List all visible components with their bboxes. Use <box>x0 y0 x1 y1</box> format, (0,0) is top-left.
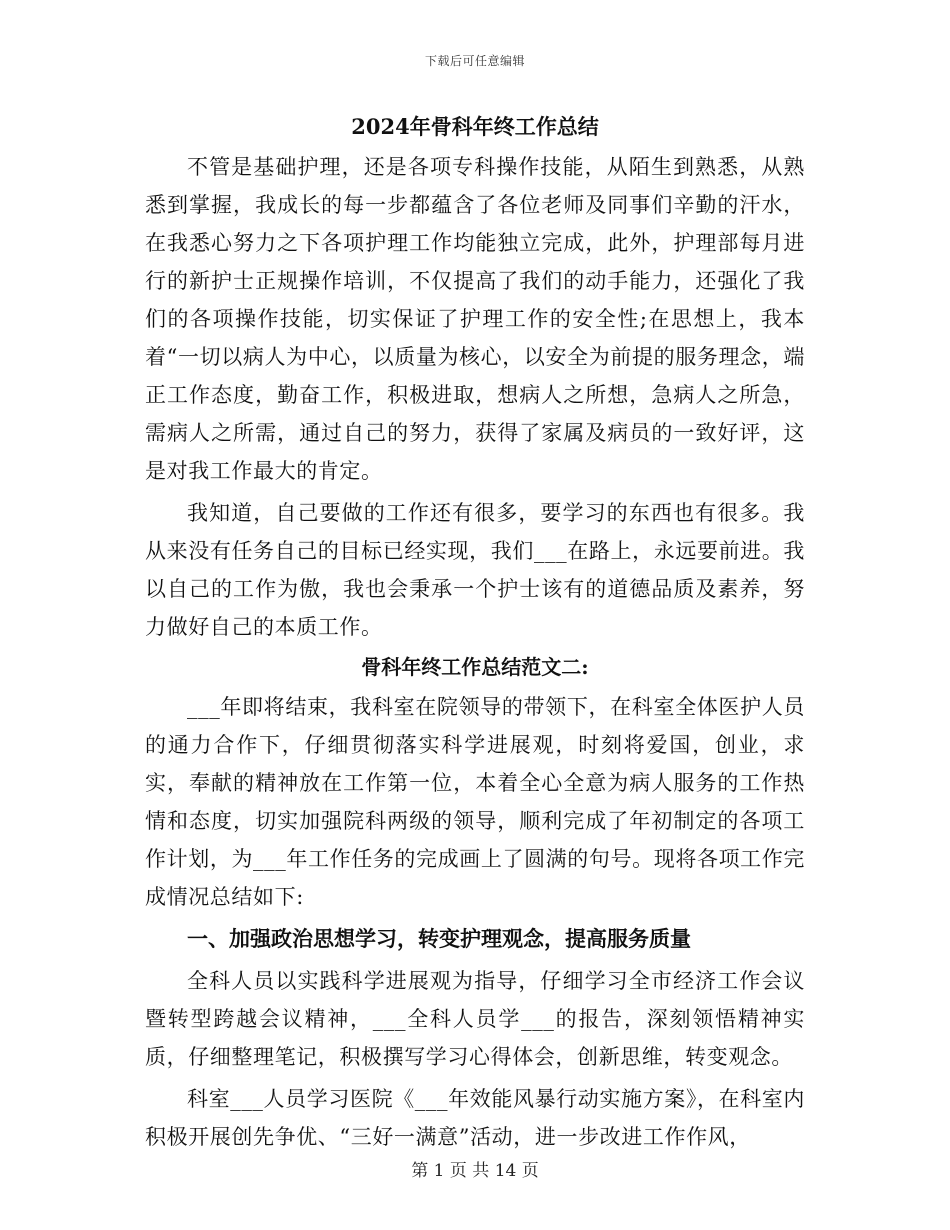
document-title: 2024年骨科年终工作总结 <box>351 114 599 139</box>
sub-paragraph-2: 科室___人员学习医院《___年效能风暴行动实施方案》，在科室内积极开展创先争优、“三好一满意”活动，进一步改进工作作风， <box>145 1087 805 1149</box>
body-paragraph-2: 我知道，自己要做的工作还有很多，要学习的东西也有很多。我从来没有任务自己的目标已经实现，我们___在路上，永远要前进。我以自己的工作为傲，我也会秉承一个护士该有的道德品质及素养，努力做好自己的本质工作。 <box>145 501 805 639</box>
header-note: 下载后可任意编辑 <box>424 54 525 68</box>
section-paragraph-1: ___年即将结束，我科室在院领导的带领下，在科室全体医护人员的通力合作下，仔细贯彻落实科学进展观，时刻将爱国，创业，求实，奉献的精神放在工作第一位，本着全心全意为病人服务的工作热情和态度，切实加强院科两级的领导，顺利完成了年初制定的各项工作计划，为___年工作任务的完成画上了圆满的句号。现将各项工作完成情况总结如下: <box>145 695 805 909</box>
sub-paragraph-1: 全科人员以实践科学进展观为指导，仔细学习全市经济工作会议暨转型跨越会议精神，___全科人员学___的报告，深刻领悟精神实质，仔细整理笔记，积极撰写学习心得体会，创新思维，转变观念。 <box>145 969 805 1069</box>
section-title: 骨科年终工作总结范文二: <box>361 655 589 679</box>
page-number: 第 1 页 共 14 页 <box>411 1161 539 1181</box>
body-paragraph-1: 不管是基础护理，还是各项专科操作技能，从陌生到熟悉，从熟悉到掌握，我成长的每一步都蕴含了各位老师及同事们辛勤的汗水，在我悉心努力之下各项护理工作均能独立完成，此外，护理部每月进行的新护士正规操作培训，不仅提高了我们的动手能力，还强化了我们的各项操作技能，切实保证了护理工作的安全性;在思想上，我本着“一切以病人为中心，以质量为核心，以安全为前提的服务理念，端正工作态度，勤奋工作，积极进取，想病人之所想，急病人之所急，需病人之所需，通过自己的努力，获得了家属及病员的一致好评，这是对我工作最大的肯定。 <box>145 155 805 483</box>
sub-heading: 一、加强政治思想学习，转变护理观念，提高服务质量 <box>187 926 691 951</box>
document-body <box>145 112 805 1160</box>
